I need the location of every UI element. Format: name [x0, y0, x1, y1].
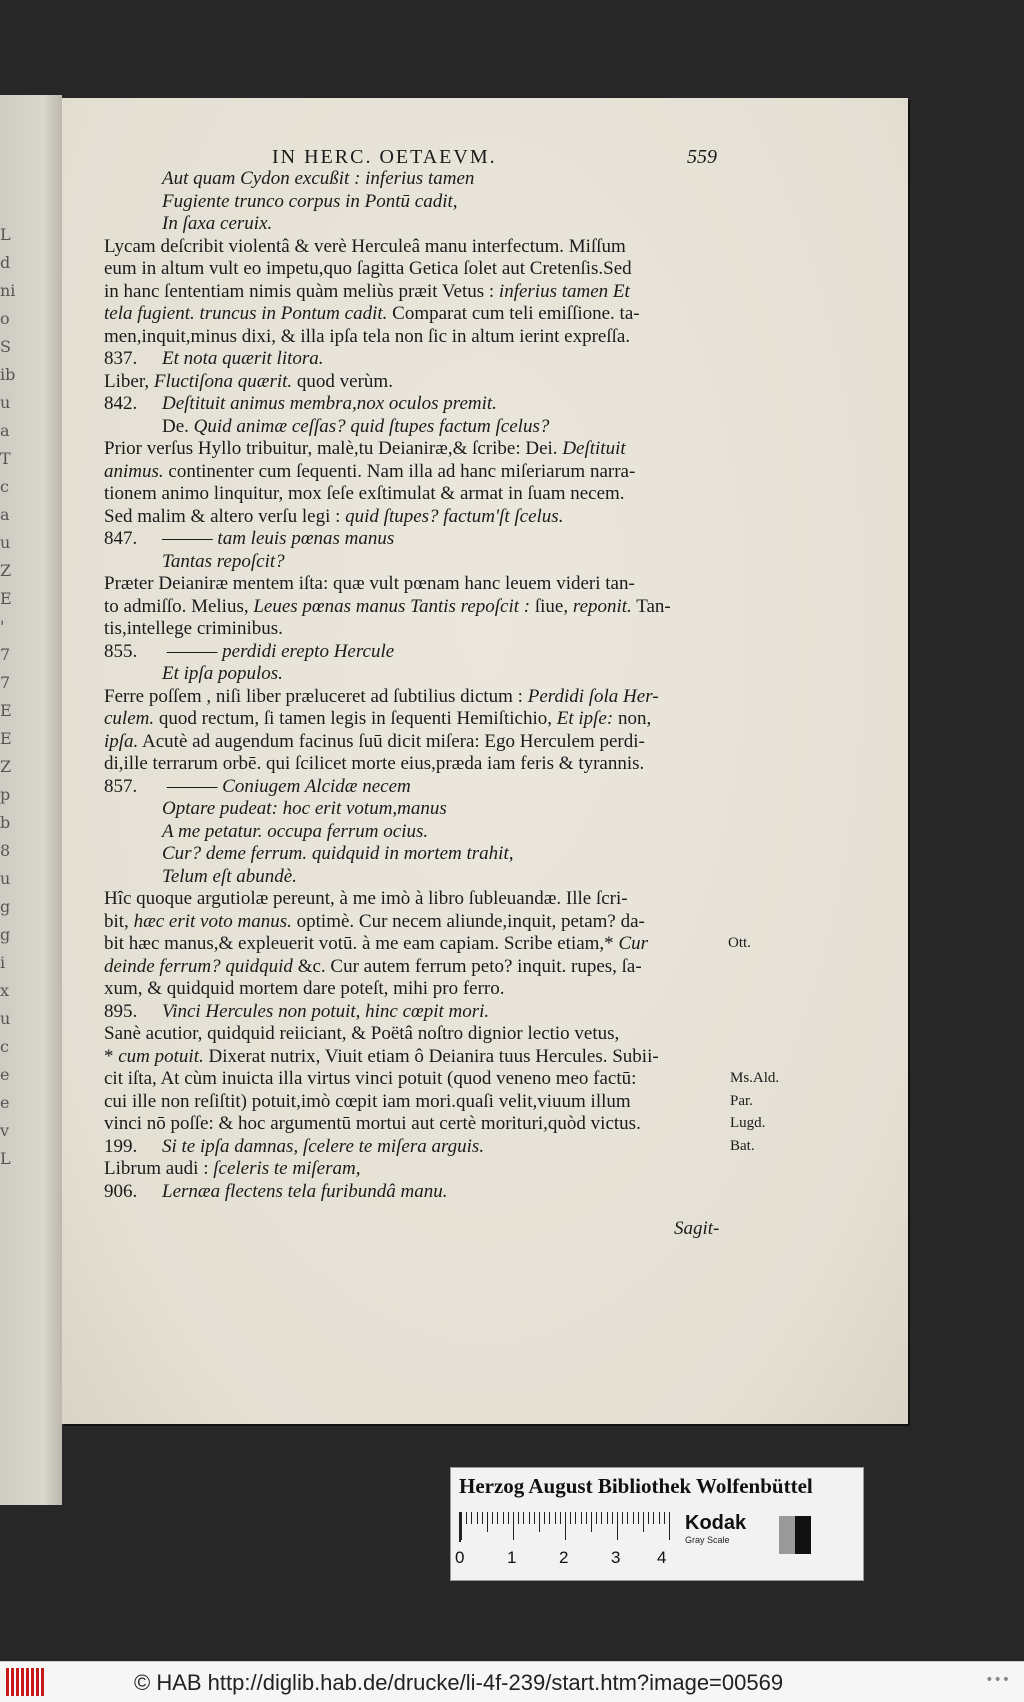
text-line — [104, 888, 628, 910]
italic-text: animus. — [104, 460, 164, 482]
edge-glyph: g — [0, 897, 11, 916]
text-line — [104, 326, 630, 348]
text-line — [104, 911, 645, 933]
roman-text: &c. Cur autem ferrum peto? inquit. rupes, ſa- — [292, 955, 642, 977]
edge-glyph: u — [0, 393, 11, 412]
roman-text: Sanè acutior, quidquid reiiciant, & Poëtâ noſtro dignior lectio vetus, — [104, 1023, 620, 1044]
text-line — [104, 461, 635, 483]
text-line — [104, 1136, 484, 1158]
italic-text: Lernæa flectens tela furibundâ manu. — [162, 1180, 448, 1202]
italic-text: A me petatur. occupa ferrum ocius. — [162, 820, 429, 842]
text-line — [104, 573, 635, 595]
verse-number: 906. — [104, 1180, 138, 1202]
italic-text: Optare pudeat: hoc erit votum,manus — [162, 798, 447, 819]
roman-text: bit, — [104, 910, 134, 932]
italic-text: culem. — [104, 708, 155, 729]
page-surface — [62, 98, 908, 1424]
text-line — [162, 191, 458, 213]
edge-glyph: b — [0, 813, 11, 832]
roman-text: ſiue, — [530, 595, 573, 617]
gray-patch — [779, 1516, 795, 1554]
edge-glyph: 7 — [0, 673, 11, 692]
ruler-tick — [586, 1512, 587, 1524]
ruler-tick — [466, 1512, 467, 1524]
text-line — [162, 843, 514, 865]
roman-text: men,inquit,minus dixi, & illa ipſa tela non ſic in altum ierint expreſſa. — [104, 325, 631, 347]
edge-glyph: c — [0, 1037, 9, 1056]
previous-page-edge-marks — [0, 225, 28, 1177]
text-line — [104, 303, 640, 325]
ruler-tick — [601, 1512, 602, 1524]
ruler-tick — [565, 1512, 566, 1540]
roman-text: Dixerat nutrix, Viuit etiam ô Deianira tuus Hercules. Subii- — [203, 1045, 659, 1067]
roman-text: tis,intellege criminibus. — [104, 618, 283, 639]
italic-text: Si te ipſa damnas, ſcelere te miſera arguis. — [162, 1135, 485, 1157]
text-line — [104, 618, 283, 640]
ruler-tick — [612, 1512, 613, 1524]
edge-glyph: ni — [0, 281, 16, 300]
source-url[interactable]: © HAB http://diglib.hab.de/drucke/li-4f-239/start.htm?image=00569 — [134, 1670, 784, 1695]
italic-text: reponit. — [572, 595, 632, 617]
roman-text: Acutè ad augendum facinus ſuū dicit miſera: Ego Herculem perdi- — [138, 730, 645, 752]
italic-text: quid ſtupes? factum'ſt ſcelus. — [345, 505, 564, 527]
text-line — [104, 596, 671, 618]
text-line — [104, 933, 648, 955]
margin-note: Bat. — [730, 1137, 755, 1154]
italic-text: Deſtituit animus membra,nox oculos premit. — [162, 393, 497, 414]
edge-glyph: a — [0, 421, 10, 440]
edge-glyph: S — [0, 337, 11, 356]
edge-glyph: Z — [0, 757, 12, 776]
text-line — [104, 258, 632, 280]
text-line — [104, 978, 505, 1000]
italic-text: Quid animæ ceſſas? quid ſtupes factum ſcelus? — [193, 415, 550, 437]
italic-text: Tantas repoſcit? — [162, 550, 285, 572]
ruler-tick — [664, 1512, 665, 1524]
previous-page-edge — [0, 95, 62, 1505]
roman-text: tionem animo linquitur, mox ſeſe exſtimulat & armat in ſuam necem. — [104, 483, 625, 504]
edge-glyph: g — [0, 925, 11, 944]
italic-text: ſceleris te miſeram, — [213, 1158, 361, 1179]
italic-text: Fluctiſona quærit. — [153, 370, 293, 392]
ruler-tick — [487, 1512, 488, 1532]
ruler-tick — [669, 1512, 670, 1540]
edge-glyph: E — [0, 729, 12, 748]
ruler-tick — [659, 1512, 660, 1524]
ruler-tick — [482, 1512, 483, 1524]
italic-text: Leues pœnas manus Tantis repoſcit : — [253, 595, 531, 617]
roman-text: cit iſta, At cùm inuicta illa virtus vinci potuit (quod veneno meo factū: — [104, 1068, 637, 1089]
text-line — [104, 1046, 659, 1068]
roman-text: bit hæc manus,& expleuerit votū. à me eam capiam. Scribe etiam,* — [104, 933, 619, 954]
margin-note: Par. — [730, 1092, 753, 1109]
italic-text: Telum eſt abundè. — [162, 865, 297, 887]
italic-text: In ſaxa ceruix. — [162, 213, 273, 234]
roman-text: to admiſſo. Melius, — [104, 595, 254, 617]
ruler-number: 4 — [657, 1548, 667, 1567]
roman-text: Prior verſus Hyllo tribuitur, malè,tu Deianiræ,& ſcribe: Dei. — [104, 438, 563, 459]
edge-glyph: i — [0, 953, 6, 972]
ruler-tick — [503, 1512, 504, 1524]
italic-text: Et ipſe: — [556, 708, 614, 729]
kodak-subtitle: Gray Scale — [685, 1535, 730, 1545]
text-line — [162, 416, 549, 438]
ruler-number: 2 — [559, 1548, 569, 1567]
kodak-label: Kodak — [685, 1512, 747, 1534]
ruler-number: 0 — [455, 1548, 465, 1567]
text-line — [104, 753, 644, 775]
ruler-tick — [523, 1512, 524, 1524]
catchword: Sagit- — [674, 1218, 720, 1239]
text-line — [162, 168, 474, 190]
status-bar — [0, 1661, 1024, 1702]
roman-text: cui ille non reſiſtit) potuit,imò cœpit iam mori.quaſi velit,viuum illum — [104, 1090, 631, 1112]
roman-text: Tan- — [631, 595, 671, 617]
text-line — [162, 821, 428, 843]
edge-glyph: E — [0, 701, 12, 720]
text-line — [104, 708, 651, 730]
ruler-number: 3 — [611, 1548, 621, 1567]
edge-glyph: 8 — [0, 841, 11, 860]
running-head: IN HERC. OETAEVM. — [272, 146, 497, 168]
text-line — [104, 236, 626, 258]
italic-text: Perdidi ſola Her- — [527, 685, 659, 707]
edge-glyph: x — [0, 981, 10, 1000]
roman-text: Librum audi : — [104, 1158, 214, 1179]
kodak-brand — [685, 1512, 746, 1545]
edge-glyph: o — [0, 309, 10, 328]
text-line — [104, 371, 393, 393]
color-calibration-card — [450, 1467, 864, 1581]
ruler-tick — [539, 1512, 540, 1532]
ruler-tick — [627, 1512, 628, 1524]
verse-number: 199. — [104, 1135, 138, 1157]
verse-number: 855. — [104, 640, 138, 662]
roman-text: * — [104, 1045, 119, 1067]
ruler-tick — [477, 1512, 478, 1524]
ruler-tick — [591, 1512, 592, 1532]
verse-number: 842. — [104, 393, 138, 414]
edge-glyph: c — [0, 477, 9, 496]
ruler-tick — [638, 1512, 639, 1524]
italic-text: inferius tamen Et — [498, 280, 630, 302]
ruler-tick — [555, 1512, 556, 1524]
ruler-tick — [492, 1512, 493, 1524]
book-page — [62, 98, 908, 1424]
text-line — [104, 348, 324, 370]
black-patch — [795, 1516, 811, 1554]
italic-text: tela fugient. truncus in Pontum cadit. — [104, 303, 388, 324]
text-line — [104, 528, 394, 550]
text-line — [104, 438, 626, 460]
ruler-tick — [518, 1512, 519, 1524]
text-line — [162, 213, 272, 235]
roman-text: quod rectum, ſi tamen legis in ſequenti Hemiſtichio, — [154, 708, 557, 729]
edge-glyph: u — [0, 533, 11, 552]
hab-logo-icon[interactable] — [6, 1668, 44, 1696]
italic-text: ——— perdidi erepto Hercule — [162, 640, 395, 662]
ruler-tick — [549, 1512, 550, 1524]
page-number: 559 — [687, 146, 717, 168]
italic-text: Vinci Hercules non potuit, hinc cœpit mori. — [162, 1000, 490, 1022]
ruler-tick — [581, 1512, 582, 1524]
margin-note: Lugd. — [730, 1115, 766, 1131]
edge-glyph: L — [0, 1149, 11, 1168]
ruler-tick — [570, 1512, 571, 1524]
margin-note: Ms.Ald. — [730, 1070, 780, 1086]
text-line — [162, 551, 285, 573]
text-line — [104, 1091, 631, 1113]
text-line — [104, 393, 497, 415]
ruler-number: 1 — [507, 1548, 517, 1567]
edge-glyph: p — [0, 785, 11, 804]
ruler-tick — [544, 1512, 545, 1524]
ruler-tick — [648, 1512, 649, 1524]
italic-text: ——— tam leuis pœnas manus — [162, 528, 395, 549]
ruler-tick — [653, 1512, 654, 1524]
edge-glyph: u — [0, 1009, 11, 1028]
roman-text: xum, & quidquid mortem dare poteſt, mihi pro ferro. — [104, 978, 505, 999]
italic-text: Fugiente trunco corpus in Pontū cadit, — [162, 190, 458, 212]
ruler-tick — [622, 1512, 623, 1524]
ruler-tick — [643, 1512, 644, 1532]
ruler-tick — [575, 1512, 576, 1524]
text-line — [104, 776, 411, 798]
italic-text: Et nota quærit litora. — [162, 348, 324, 369]
ruler-tick — [471, 1512, 472, 1524]
verse-number: 857. — [104, 775, 138, 797]
text-line — [104, 506, 563, 528]
roman-text: in hanc ſententiam nimis quàm meliùs præit Vetus : — [104, 280, 499, 302]
italic-text: Cur? deme ferrum. quidquid in mortem trahit, — [162, 843, 514, 864]
text-line — [104, 686, 659, 708]
roman-text: Sed malim & altero verſu legi : — [104, 505, 346, 527]
edge-glyph: T — [0, 449, 11, 468]
ruler-tick — [617, 1512, 618, 1540]
edge-glyph: 7 — [0, 645, 11, 664]
edge-glyph: a — [0, 505, 10, 524]
italic-text: deinde ferrum? quidquid — [104, 955, 293, 977]
roman-text: Ferre poſſem , niſi liber præluceret ad ſubtilius dictum : — [104, 685, 528, 707]
ruler-tick — [607, 1512, 608, 1524]
roman-text: di,ille terrarum orbē. qui ſcilicet morte eius,præda iam feris & tyrannis. — [104, 753, 645, 774]
ruler-tick — [529, 1512, 530, 1524]
ruler-tick — [534, 1512, 535, 1524]
margin-note: Ott. — [728, 935, 751, 951]
roman-text: vinci nō poſſe: & hoc argumentū mortui aut certè morituri,quòd victus. — [104, 1113, 641, 1134]
text-line — [104, 1068, 636, 1090]
text-line — [104, 641, 394, 663]
italic-text: cum potuit. — [118, 1045, 204, 1067]
ruler-tick — [461, 1512, 462, 1540]
roman-text: optimè. Cur necem aliunde,inquit, petam? da- — [291, 910, 645, 932]
edge-glyph: d — [0, 253, 11, 272]
edge-glyph: e — [0, 1093, 10, 1112]
ruler-tick — [513, 1512, 514, 1540]
verse-number: 847. — [104, 528, 138, 549]
ruler-tick — [508, 1512, 509, 1524]
text-line — [162, 798, 447, 820]
text-line — [104, 1158, 360, 1180]
italic-text: Aut quam Cydon excußit : inferius tamen — [162, 168, 475, 189]
verse-number: 837. — [104, 348, 138, 369]
roman-text: non, — [613, 708, 652, 729]
roman-text: Comparat cum teli emiſſione. ta- — [387, 303, 640, 324]
edge-glyph: ib — [0, 365, 16, 384]
italic-text: ——— Coniugem Alcidæ necem — [162, 775, 411, 797]
scale-ruler — [459, 1512, 676, 1542]
text-line — [104, 731, 645, 753]
italic-text: Et ipſa populos. — [162, 663, 283, 684]
verse-number: 895. — [104, 1000, 138, 1022]
edge-glyph: v — [0, 1121, 10, 1140]
ruler-tick — [497, 1512, 498, 1524]
ruler-tick — [560, 1512, 561, 1524]
roman-text: Liber, — [104, 370, 154, 392]
roman-text: Hîc quoque argutiolæ pereunt, à me imò à libro ſubleuandæ. Ille ſcri- — [104, 888, 628, 909]
edge-glyph: L — [0, 225, 11, 244]
roman-text: eum in altum vult eo impetu,quo ſagitta Getica ſolet aut Cretenſis.Sed — [104, 258, 632, 279]
italic-text: hæc erit voto manus. — [133, 910, 292, 932]
ruler-tick — [596, 1512, 597, 1524]
roman-text: continenter cum ſequenti. Nam illa ad hanc miſeriarum narra- — [163, 460, 636, 482]
edge-glyph: E — [0, 589, 12, 608]
edge-glyph: e — [0, 1065, 10, 1084]
roman-text: Lycam deſcribit violentâ & verè Herculeâ manu interfectum. Miſſum — [104, 235, 626, 257]
text-line — [162, 866, 297, 888]
more-menu-icon[interactable]: ••• — [985, 1672, 1010, 1688]
roman-text: De. — [162, 415, 194, 437]
text-line — [104, 1181, 448, 1203]
text-line — [104, 1001, 489, 1023]
italic-text: ipſa. — [104, 730, 139, 752]
edge-glyph: u — [0, 869, 11, 888]
edge-glyph: ' — [0, 617, 5, 636]
italic-text: Cur — [618, 933, 649, 954]
text-line — [104, 483, 625, 505]
text-line — [104, 281, 630, 303]
roman-text: quod verùm. — [292, 370, 393, 392]
ruler-tick — [633, 1512, 634, 1524]
library-name: Herzog August Bibliothek Wolfenbüttel — [459, 1474, 813, 1498]
edge-glyph: Z — [0, 561, 12, 580]
text-line — [162, 663, 283, 685]
text-line — [104, 1113, 641, 1135]
italic-text: Deſtituit — [562, 438, 626, 459]
text-line — [104, 956, 642, 978]
text-line — [104, 1023, 619, 1045]
roman-text: Præter Deianiræ mentem iſta: quæ vult pœnam hanc leuem videri tan- — [104, 573, 635, 594]
